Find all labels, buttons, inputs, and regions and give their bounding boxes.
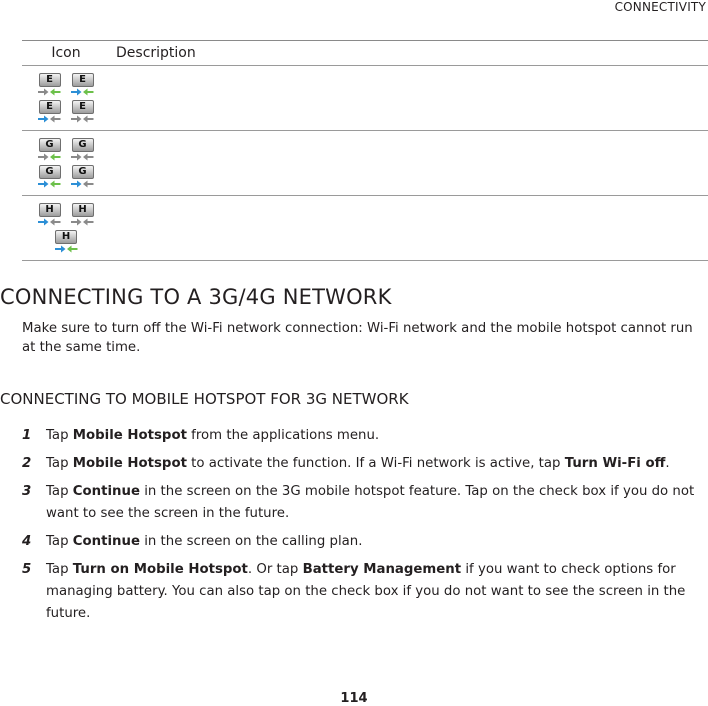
network-h-icon — [70, 203, 96, 227]
step-number: 4 — [22, 534, 32, 549]
step-text: Tap Turn on Mobile Hotspot. Or tap Battery Management if you want to check options for managing battery. You can also tap on the check box if you do not want to see the screen in the future. — [46, 562, 686, 621]
running-header: CONNECTIVITY — [614, 0, 706, 14]
subsection-title: CONNECTING TO MOBILE HOTSPOT FOR 3G NETWORK — [0, 390, 409, 408]
table-row — [22, 196, 708, 261]
data-activity-arrows — [38, 153, 61, 162]
icon-line — [37, 100, 96, 124]
download-arrow-icon — [50, 115, 61, 123]
upload-arrow-icon — [38, 153, 49, 161]
network-g-icon — [37, 138, 63, 162]
data-activity-arrows — [38, 218, 61, 227]
ui-term: Turn on Mobile Hotspot — [72, 562, 248, 577]
step-number: 1 — [22, 428, 32, 443]
network-type-letter: E — [39, 73, 61, 87]
network-e-icon — [37, 73, 63, 97]
download-arrow-icon — [83, 180, 94, 188]
network-e-icon — [37, 100, 63, 124]
network-type-letter: H — [39, 203, 61, 217]
icon-line — [37, 138, 96, 162]
upload-arrow-icon — [38, 115, 49, 123]
network-type-letter: H — [72, 203, 94, 217]
data-activity-arrows — [38, 180, 61, 189]
step-text: Tap Continue in the screen on the 3G mobile hotspot feature. Tap on the check box if you do not want to see the screen in the future. — [46, 484, 695, 521]
step-number: 2 — [22, 456, 32, 471]
icon-cell — [22, 138, 110, 189]
network-e-icon — [70, 73, 96, 97]
ui-term: Turn Wi-Fi off — [564, 456, 666, 471]
download-arrow-icon — [50, 218, 61, 226]
ui-term: Mobile Hotspot — [72, 428, 187, 443]
network-g-icon — [70, 138, 96, 162]
step-text: Tap Continue in the screen on the calling plan. — [46, 534, 363, 549]
download-arrow-icon — [83, 153, 94, 161]
network-type-letter: E — [72, 73, 94, 87]
download-arrow-icon — [67, 245, 78, 253]
step-number: 5 — [22, 562, 32, 577]
download-arrow-icon — [50, 180, 61, 188]
step-text: Tap Mobile Hotspot to activate the function. If a Wi-Fi network is active, tap Turn Wi-Fi off. — [46, 456, 670, 471]
ui-term: Continue — [72, 534, 140, 549]
step — [22, 531, 702, 553]
download-arrow-icon — [50, 153, 61, 161]
intro-paragraph: Make sure to turn off the Wi-Fi network connection: Wi-Fi network and the mobile hotspot cannot run at the same time. — [22, 321, 693, 355]
icon-cell — [22, 203, 110, 254]
data-activity-arrows — [71, 180, 94, 189]
data-activity-arrows — [71, 88, 94, 97]
network-type-letter: E — [72, 100, 94, 114]
step — [22, 453, 702, 475]
icon-column-header: Icon — [51, 45, 81, 61]
upload-arrow-icon — [71, 153, 82, 161]
data-activity-arrows — [38, 115, 61, 124]
network-type-letter: H — [55, 230, 77, 244]
network-g-icon — [70, 165, 96, 189]
table-header — [22, 41, 708, 66]
network-type-letter: G — [72, 138, 94, 152]
page-number: 114 — [340, 691, 368, 706]
step — [22, 481, 702, 525]
step-text: Tap Mobile Hotspot from the applications menu. — [46, 428, 380, 443]
data-activity-arrows — [71, 115, 94, 124]
download-arrow-icon — [83, 115, 94, 123]
upload-arrow-icon — [71, 115, 82, 123]
upload-arrow-icon — [38, 88, 49, 96]
icon-cell — [22, 73, 110, 124]
icon-line — [53, 230, 79, 254]
download-arrow-icon — [83, 88, 94, 96]
icon-line — [37, 203, 96, 227]
network-g-icon — [37, 165, 63, 189]
upload-arrow-icon — [38, 180, 49, 188]
upload-arrow-icon — [71, 180, 82, 188]
download-arrow-icon — [50, 88, 61, 96]
network-h-icon — [53, 230, 79, 254]
network-type-letter: G — [39, 165, 61, 179]
description-column-header: Description — [116, 45, 196, 61]
network-icon-table — [22, 40, 708, 261]
section-title: CONNECTING TO A 3G/4G NETWORK — [0, 285, 392, 309]
step — [22, 425, 702, 447]
ui-term: Battery Management — [302, 562, 462, 577]
step-list — [22, 425, 702, 631]
data-activity-arrows — [55, 245, 78, 254]
data-activity-arrows — [38, 88, 61, 97]
upload-arrow-icon — [38, 218, 49, 226]
upload-arrow-icon — [55, 245, 66, 253]
icon-line — [37, 165, 96, 189]
network-e-icon — [70, 100, 96, 124]
table-row — [22, 66, 708, 131]
upload-arrow-icon — [71, 218, 82, 226]
network-type-letter: G — [39, 138, 61, 152]
data-activity-arrows — [71, 153, 94, 162]
network-type-letter: E — [39, 100, 61, 114]
upload-arrow-icon — [71, 88, 82, 96]
table-row — [22, 131, 708, 196]
icon-line — [37, 73, 96, 97]
download-arrow-icon — [83, 218, 94, 226]
ui-term: Mobile Hotspot — [72, 456, 187, 471]
step-number: 3 — [22, 484, 32, 499]
step — [22, 559, 702, 625]
network-h-icon — [37, 203, 63, 227]
ui-term: Continue — [72, 484, 140, 499]
network-type-letter: G — [72, 165, 94, 179]
data-activity-arrows — [71, 218, 94, 227]
